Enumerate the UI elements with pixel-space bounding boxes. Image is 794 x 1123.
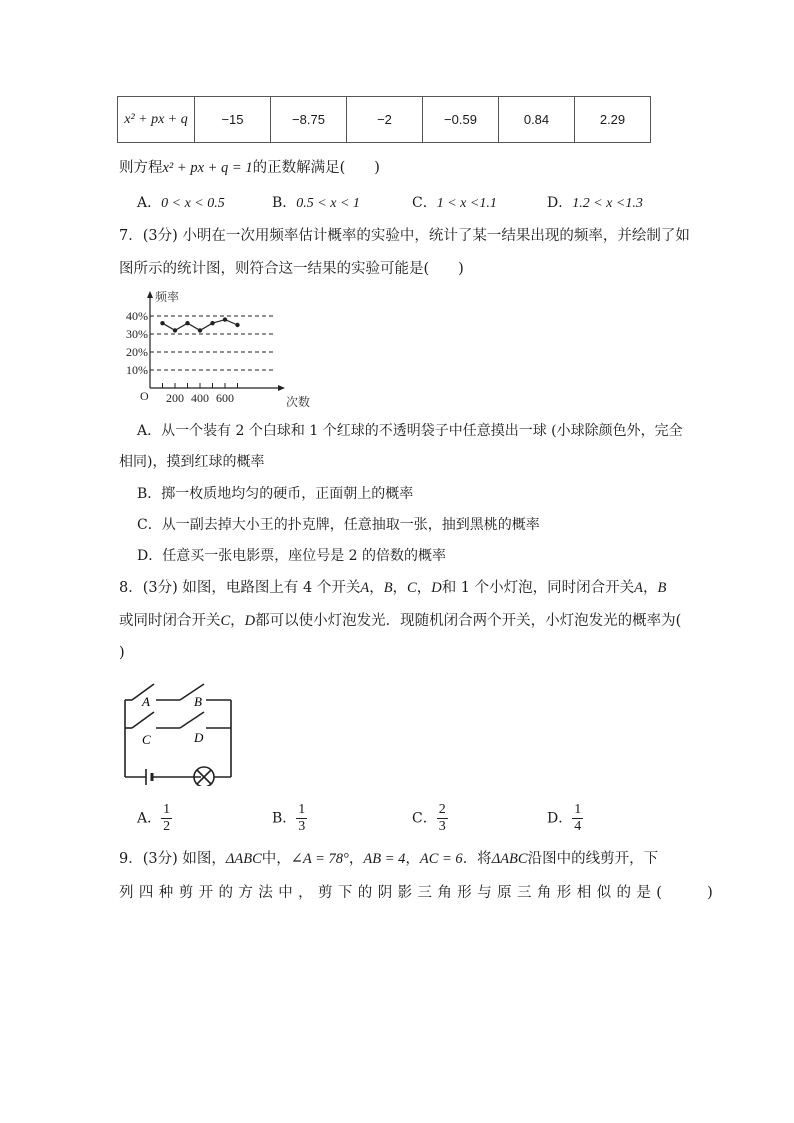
denominator: 4 [574, 819, 582, 834]
switch-d-label: D [431, 580, 442, 596]
q8-option-c [412, 802, 448, 835]
table-cell: 2.29 [575, 97, 651, 143]
switch-d-label: D [244, 613, 256, 629]
q9-line-1: 9．(3分) 如图，ΔABC中，∠A = 78°，AB = 4，AC = 6．将ΔABC沿图中的线剪开，下 [119, 851, 659, 867]
circuit-diagram [118, 676, 238, 786]
x-tick-label: 600 [216, 391, 234, 405]
table-cell: 0.84 [499, 97, 575, 143]
table-cell: −2 [347, 97, 423, 143]
switch-d-label: D [194, 730, 204, 745]
option-letter: C． [412, 810, 437, 827]
q6-option-b [272, 192, 360, 212]
q8-line-3: ) [119, 645, 125, 661]
q8-option-a [137, 802, 172, 835]
switch-c-label: C [220, 613, 231, 629]
numerator: 2 [438, 802, 446, 817]
x-axis-label: 次数 [286, 395, 310, 409]
switch-c-label: C [142, 732, 151, 747]
q6-text-post: 的正数解满足( ) [252, 160, 380, 176]
option-text: 1 < x <1.1 [436, 196, 497, 211]
q8-text: 都可以使小灯泡发光．现随机闭合两个开关，小灯泡发光的概率为( [255, 613, 682, 629]
option-letter: A． [137, 810, 162, 827]
q8-text: 或同时闭合开关 [119, 613, 221, 629]
q8-line-2: 或同时闭合开关C，D都可以使小灯泡发光．现随机闭合两个开关，小灯泡发光的概率为( [119, 613, 682, 629]
numerator: 1 [163, 802, 171, 817]
data-point [235, 323, 239, 327]
y-tick-label: 20% [126, 345, 148, 359]
q8-option-b [272, 802, 307, 835]
origin-label: O [140, 389, 149, 403]
table-row-label: x² + px + q [118, 97, 195, 143]
q7-option-b: B．掷一枚质地均匀的硬币，正面朝上的概率 [137, 486, 414, 502]
x-axis-arrow [278, 385, 285, 391]
q9-text: ．将 [462, 851, 492, 867]
data-point [185, 321, 189, 325]
switch-b-label: B [383, 580, 393, 596]
option-letter: B． [272, 810, 297, 827]
option-letter: D． [547, 195, 573, 211]
q7-option-d: D．任意买一张电影票，座位号是 2 的倍数的概率 [137, 548, 447, 564]
table-cell: −8.75 [271, 97, 347, 143]
numerator: 1 [298, 802, 306, 817]
q7-option-c: C．从一副去掉大小王的扑克牌，任意抽取一张，抽到黑桃的概率 [137, 517, 540, 533]
denominator: 3 [298, 819, 306, 834]
switch-c-label: C [407, 580, 417, 596]
numerator: 1 [574, 802, 582, 817]
switch-a-label: A [142, 694, 150, 709]
q6-option-a [137, 192, 225, 212]
q7-option-a-line-1: A．从一个装有 2 个白球和 1 个红球的不透明袋子中任意摸出一球 (小球除颜色外，完全 [137, 423, 683, 439]
q6-option-d [547, 192, 643, 212]
data-point [160, 321, 164, 325]
q9-text: 沿图中的线剪开，下 [527, 851, 659, 867]
q6-text-pre: 则方程 [119, 160, 163, 176]
fraction [161, 802, 172, 835]
option-letter: A． [137, 195, 162, 211]
option-text: 0 < x < 0.5 [161, 196, 225, 211]
y-tick-label: 30% [126, 327, 148, 341]
data-point [210, 321, 214, 325]
denominator: 2 [163, 819, 171, 834]
q7-option-a-line-2: 相同)，摸到红球的概率 [119, 454, 265, 470]
q7-line-1: 7．(3分) 小明在一次用频率估计概率的实验中，统计了某一结果出现的频率，并绘制了如 [119, 228, 690, 244]
option-letter: C． [412, 195, 437, 211]
q9-ab: AB = 4 [363, 851, 406, 867]
q8-option-d [547, 802, 583, 835]
denominator: 3 [438, 819, 446, 834]
q9-angle: ∠A = 78° [290, 851, 349, 867]
switch-a-label: A [634, 580, 644, 596]
switch-b-label: B [657, 580, 667, 596]
option-text: 1.2 < x <1.3 [572, 196, 643, 211]
y-axis-arrow [147, 291, 153, 298]
q6-question [119, 156, 380, 177]
option-letter: D． [547, 810, 573, 827]
q8-text: 和 1 个小灯泡，同时闭合开关 [441, 580, 635, 596]
value-table [117, 96, 651, 143]
table-cell: −15 [195, 97, 271, 143]
option-letter: B． [272, 195, 297, 211]
q6-option-c [412, 192, 497, 212]
data-point [223, 317, 227, 321]
switch-a-label: A [360, 580, 370, 596]
q7-line-2: 图所示的统计图，则符合这一结果的实验可能是( ) [119, 261, 464, 277]
y-tick-label: 10% [126, 363, 148, 377]
q9-triangle: ΔABC [491, 851, 528, 867]
switch-b-label: B [194, 694, 202, 709]
table-cell: −0.59 [423, 97, 499, 143]
q9-ac: AC = 6 [419, 851, 463, 867]
option-text: 0.5 < x < 1 [296, 196, 360, 211]
table-row [118, 97, 651, 143]
fraction [296, 802, 307, 835]
data-point [198, 328, 202, 332]
q6-equation: x² + px + q = 1 [162, 160, 253, 176]
q9-line-2: 列四种剪开的方法中，剪下的阴影三角形与原三角形相似的是( ) [119, 885, 719, 901]
fraction [437, 802, 448, 835]
q8-line-1: 8．(3分) 如图，电路图上有 4 个开关A，B，C，D和 1 个小灯泡，同时闭合开关A，B [119, 580, 667, 596]
data-point [173, 328, 177, 332]
x-tick-label: 400 [191, 391, 209, 405]
x-tick-label: 200 [166, 391, 184, 405]
frequency-chart [110, 288, 310, 413]
y-tick-label: 40% [126, 309, 148, 323]
q9-text: 中， [261, 851, 291, 867]
y-axis-label: 频率 [155, 290, 180, 304]
q9-triangle: ΔABC [225, 851, 262, 867]
fraction [572, 802, 583, 835]
q8-text: 8．(3分) 如图，电路图上有 4 个开关 [119, 580, 361, 596]
q9-text: 9．(3分) 如图， [119, 851, 226, 867]
